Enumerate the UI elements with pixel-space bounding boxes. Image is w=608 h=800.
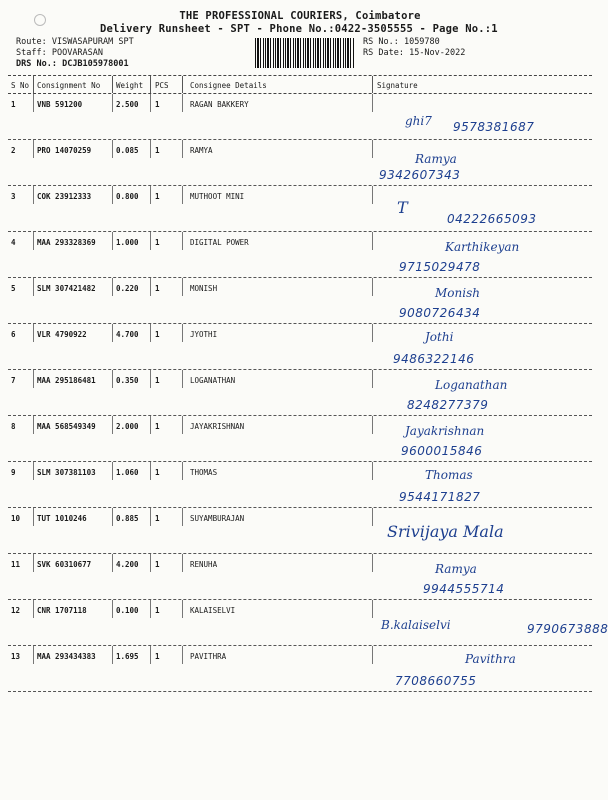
handwritten-signature: ghi7 bbox=[405, 114, 432, 128]
table-row bbox=[0, 324, 600, 370]
handwritten-signature: Ramya bbox=[415, 152, 457, 166]
row-consignment: MAA 568549349 bbox=[37, 422, 96, 431]
signature-area bbox=[375, 94, 590, 140]
row-sno: 12 bbox=[11, 606, 21, 615]
row-sno: 10 bbox=[11, 514, 21, 523]
cell-divider bbox=[182, 462, 183, 480]
cell-divider bbox=[372, 324, 373, 342]
staff-value: POOVARASAN bbox=[51, 48, 104, 58]
cell-divider bbox=[33, 324, 34, 342]
row-consignee: DIGITAL POWER bbox=[190, 238, 249, 247]
row-consignment: SLM 307381103 bbox=[37, 468, 96, 477]
cell-divider bbox=[150, 600, 151, 618]
cell-divider bbox=[182, 554, 183, 572]
cell-divider bbox=[372, 508, 373, 526]
cell-divider bbox=[33, 370, 34, 388]
cell-divider bbox=[182, 416, 183, 434]
row-weight: 2.500 bbox=[116, 100, 139, 109]
row-pcs: 1 bbox=[155, 468, 160, 477]
handwritten-phone: 04222665093 bbox=[447, 212, 537, 226]
row-sno: 5 bbox=[11, 284, 16, 293]
row-consignee: THOMAS bbox=[190, 468, 218, 477]
cell-divider bbox=[372, 140, 373, 158]
handwritten-phone: 9600015846 bbox=[401, 444, 483, 458]
staff-label: Staff: bbox=[16, 48, 47, 58]
cell-divider bbox=[372, 370, 373, 388]
cell-divider bbox=[112, 462, 113, 480]
cell-divider bbox=[182, 646, 183, 664]
row-consignment: MAA 293328369 bbox=[37, 238, 96, 247]
handwritten-signature: Pavithra bbox=[465, 652, 516, 666]
col-divider bbox=[182, 76, 183, 93]
row-consignee: LOGANATHAN bbox=[190, 376, 236, 385]
row-consignment: PRO 14070259 bbox=[37, 146, 92, 155]
table-row bbox=[0, 232, 600, 278]
row-pcs: 1 bbox=[155, 422, 160, 431]
cell-divider bbox=[150, 324, 151, 342]
drs-value: DCJB105978001 bbox=[62, 59, 129, 69]
row-pcs: 1 bbox=[155, 192, 160, 201]
row-sno: 2 bbox=[11, 146, 16, 155]
row-pcs: 1 bbox=[155, 284, 160, 293]
handwritten-signature: Karthikeyan bbox=[445, 240, 520, 254]
row-consignment: MAA 295186481 bbox=[37, 376, 96, 385]
signature-area bbox=[375, 462, 590, 508]
row-sno: 3 bbox=[11, 192, 16, 201]
cell-divider bbox=[112, 186, 113, 204]
cell-divider bbox=[372, 600, 373, 618]
handwritten-signature: Monish bbox=[435, 286, 480, 300]
cell-divider bbox=[372, 462, 373, 480]
row-consignment: TUT 1010246 bbox=[37, 514, 87, 523]
row-weight: 0.885 bbox=[116, 514, 139, 523]
row-sno: 4 bbox=[11, 238, 16, 247]
row-sno: 13 bbox=[11, 652, 21, 661]
handwritten-phone: 7708660755 bbox=[395, 674, 477, 688]
cell-divider bbox=[112, 554, 113, 572]
col-divider bbox=[112, 76, 113, 93]
handwritten-phone: 9944555714 bbox=[423, 582, 505, 596]
signature-area bbox=[375, 370, 590, 416]
row-consignment: VNB 591200 bbox=[37, 100, 83, 109]
row-pcs: 1 bbox=[155, 560, 160, 569]
handwritten-phone: 9790673888 bbox=[527, 622, 608, 636]
cell-divider bbox=[182, 186, 183, 204]
handwritten-signature: Loganathan bbox=[435, 378, 508, 392]
cell-divider bbox=[33, 646, 34, 664]
row-consignment: SVK 60310677 bbox=[37, 560, 92, 569]
cell-divider bbox=[150, 186, 151, 204]
row-weight: 0.800 bbox=[116, 192, 139, 201]
row-sno: 7 bbox=[11, 376, 16, 385]
cell-divider bbox=[112, 140, 113, 158]
cell-divider bbox=[182, 600, 183, 618]
table-row bbox=[0, 186, 600, 232]
row-consignee: RAGAN BAKKERY bbox=[190, 100, 249, 109]
cell-divider bbox=[372, 278, 373, 296]
row-consignee: RENUHA bbox=[190, 560, 218, 569]
col-divider bbox=[372, 76, 373, 93]
handwritten-signature: Thomas bbox=[425, 468, 473, 482]
row-consignee: MONISH bbox=[190, 284, 218, 293]
row-weight: 1.060 bbox=[116, 468, 139, 477]
row-consignee: PAVITHRA bbox=[190, 652, 227, 661]
handwritten-signature: Srivijaya Mala bbox=[387, 522, 504, 541]
cell-divider bbox=[33, 278, 34, 296]
cell-divider bbox=[33, 508, 34, 526]
col-consignee: Consignee Details bbox=[190, 81, 267, 90]
cell-divider bbox=[150, 462, 151, 480]
signature-area bbox=[375, 186, 590, 232]
row-consignee: SUYAMBURAJAN bbox=[190, 514, 245, 523]
col-consignment: Consignment No bbox=[37, 81, 101, 90]
signature-area bbox=[375, 416, 590, 462]
row-consignee: KALAISELVI bbox=[190, 606, 236, 615]
row-pcs: 1 bbox=[155, 376, 160, 385]
table-row bbox=[0, 462, 600, 508]
handwritten-signature: Jothi bbox=[425, 330, 454, 344]
drs-label: DRS No.: bbox=[16, 59, 57, 69]
table-row bbox=[0, 554, 600, 600]
handwritten-signature: Jayakrishnan bbox=[405, 424, 485, 438]
rs-date-value: 15-Nov-2022 bbox=[409, 48, 466, 58]
cell-divider bbox=[182, 94, 183, 112]
row-weight: 0.085 bbox=[116, 146, 139, 155]
row-sno: 11 bbox=[11, 560, 21, 569]
cell-divider bbox=[182, 140, 183, 158]
company-title: THE PROFESSIONAL COURIERS, Coimbatore bbox=[179, 10, 421, 22]
row-pcs: 1 bbox=[155, 146, 160, 155]
handwritten-phone: 9342607343 bbox=[379, 168, 461, 182]
col-divider bbox=[150, 76, 151, 93]
cell-divider bbox=[150, 416, 151, 434]
cell-divider bbox=[33, 416, 34, 434]
row-pcs: 1 bbox=[155, 238, 160, 247]
rs-date-label: RS Date: bbox=[363, 48, 404, 58]
cell-divider bbox=[372, 646, 373, 664]
cell-divider bbox=[372, 554, 373, 572]
cell-divider bbox=[182, 324, 183, 342]
row-sno: 1 bbox=[11, 100, 16, 109]
handwritten-phone: 9486322146 bbox=[393, 352, 475, 366]
signature-area bbox=[375, 278, 590, 324]
table-row bbox=[0, 140, 600, 186]
rs-info bbox=[363, 37, 465, 59]
handwritten-phone: 9578381687 bbox=[453, 120, 535, 134]
cell-divider bbox=[182, 508, 183, 526]
cell-divider bbox=[33, 140, 34, 158]
cell-divider bbox=[33, 600, 34, 618]
row-consignment: COK 23912333 bbox=[37, 192, 92, 201]
cell-divider bbox=[33, 554, 34, 572]
row-consignment: VLR 4790922 bbox=[37, 330, 87, 339]
row-weight: 2.000 bbox=[116, 422, 139, 431]
signature-area bbox=[375, 140, 590, 186]
cell-divider bbox=[150, 646, 151, 664]
table-row bbox=[0, 600, 608, 646]
cell-divider bbox=[33, 186, 34, 204]
cell-divider bbox=[372, 186, 373, 204]
row-consignment: CNR 1707118 bbox=[37, 606, 87, 615]
runsheet-subtitle: Delivery Runsheet - SPT - Phone No.:0422-3505555 - Page No.:1 bbox=[100, 23, 498, 35]
handwritten-signature: Ramya bbox=[435, 562, 477, 576]
cell-divider bbox=[182, 370, 183, 388]
col-pcs: PCS bbox=[155, 81, 169, 90]
row-consignee: RAMYA bbox=[190, 146, 213, 155]
cell-divider bbox=[112, 416, 113, 434]
cell-divider bbox=[150, 370, 151, 388]
cell-divider bbox=[372, 232, 373, 250]
rs-no-label: RS No.: bbox=[363, 37, 399, 47]
table-row bbox=[0, 278, 600, 324]
col-divider bbox=[33, 76, 34, 93]
cell-divider bbox=[112, 508, 113, 526]
row-weight: 4.200 bbox=[116, 560, 139, 569]
route-label: Route: bbox=[16, 37, 47, 47]
row-pcs: 1 bbox=[155, 100, 160, 109]
table-row bbox=[0, 508, 600, 554]
cell-divider bbox=[112, 600, 113, 618]
signature-area bbox=[375, 554, 590, 600]
cell-divider bbox=[182, 278, 183, 296]
rs-no-value: 1059780 bbox=[403, 37, 440, 47]
row-sno: 9 bbox=[11, 468, 16, 477]
row-pcs: 1 bbox=[155, 606, 160, 615]
cell-divider bbox=[112, 232, 113, 250]
row-sno: 8 bbox=[11, 422, 16, 431]
handwritten-phone: 9080726434 bbox=[399, 306, 481, 320]
handwritten-phone: 9544171827 bbox=[399, 490, 481, 504]
row-pcs: 1 bbox=[155, 514, 160, 523]
table-row bbox=[0, 416, 600, 462]
cell-divider bbox=[33, 232, 34, 250]
cell-divider bbox=[112, 370, 113, 388]
cell-divider bbox=[150, 94, 151, 112]
cell-divider bbox=[150, 278, 151, 296]
cell-divider bbox=[112, 278, 113, 296]
handwritten-signature: T bbox=[397, 198, 408, 217]
table-row bbox=[0, 646, 600, 692]
col-sno: S No bbox=[11, 81, 30, 90]
signature-area bbox=[375, 232, 590, 278]
row-consignee: MUTHOOT MINI bbox=[190, 192, 245, 201]
signature-area bbox=[375, 508, 590, 554]
route-info bbox=[16, 37, 134, 70]
row-pcs: 1 bbox=[155, 652, 160, 661]
handwritten-signature: B.kalaiselvi bbox=[381, 618, 451, 632]
header-top-rule bbox=[8, 75, 592, 76]
cell-divider bbox=[372, 416, 373, 434]
row-weight: 1.695 bbox=[116, 652, 139, 661]
cell-divider bbox=[112, 324, 113, 342]
row-consignee: JAYAKRISHNAN bbox=[190, 422, 245, 431]
cell-divider bbox=[150, 508, 151, 526]
cell-divider bbox=[33, 94, 34, 112]
table-row bbox=[0, 94, 600, 140]
row-weight: 0.350 bbox=[116, 376, 139, 385]
row-weight: 4.700 bbox=[116, 330, 139, 339]
cell-divider bbox=[150, 140, 151, 158]
row-sno: 6 bbox=[11, 330, 16, 339]
handwritten-phone: 9715029478 bbox=[399, 260, 481, 274]
row-weight: 0.100 bbox=[116, 606, 139, 615]
cell-divider bbox=[372, 94, 373, 112]
handwritten-phone: 8248277379 bbox=[407, 398, 489, 412]
cell-divider bbox=[33, 462, 34, 480]
row-weight: 0.220 bbox=[116, 284, 139, 293]
row-consignment: SLM 307421482 bbox=[37, 284, 96, 293]
col-signature: Signature bbox=[377, 81, 418, 90]
col-weight: Weight bbox=[116, 81, 144, 90]
row-pcs: 1 bbox=[155, 330, 160, 339]
row-consignee: JYOTHI bbox=[190, 330, 218, 339]
signature-area bbox=[375, 646, 590, 692]
cell-divider bbox=[112, 646, 113, 664]
row-weight: 1.000 bbox=[116, 238, 139, 247]
cell-divider bbox=[112, 94, 113, 112]
cell-divider bbox=[150, 554, 151, 572]
cell-divider bbox=[150, 232, 151, 250]
cell-divider bbox=[182, 232, 183, 250]
barcode bbox=[255, 38, 355, 68]
signature-area bbox=[375, 324, 590, 370]
table-row bbox=[0, 370, 600, 416]
signature-area bbox=[375, 600, 608, 646]
route-value: VISWASAPURAM SPT bbox=[51, 37, 134, 47]
row-consignment: MAA 293434383 bbox=[37, 652, 96, 661]
